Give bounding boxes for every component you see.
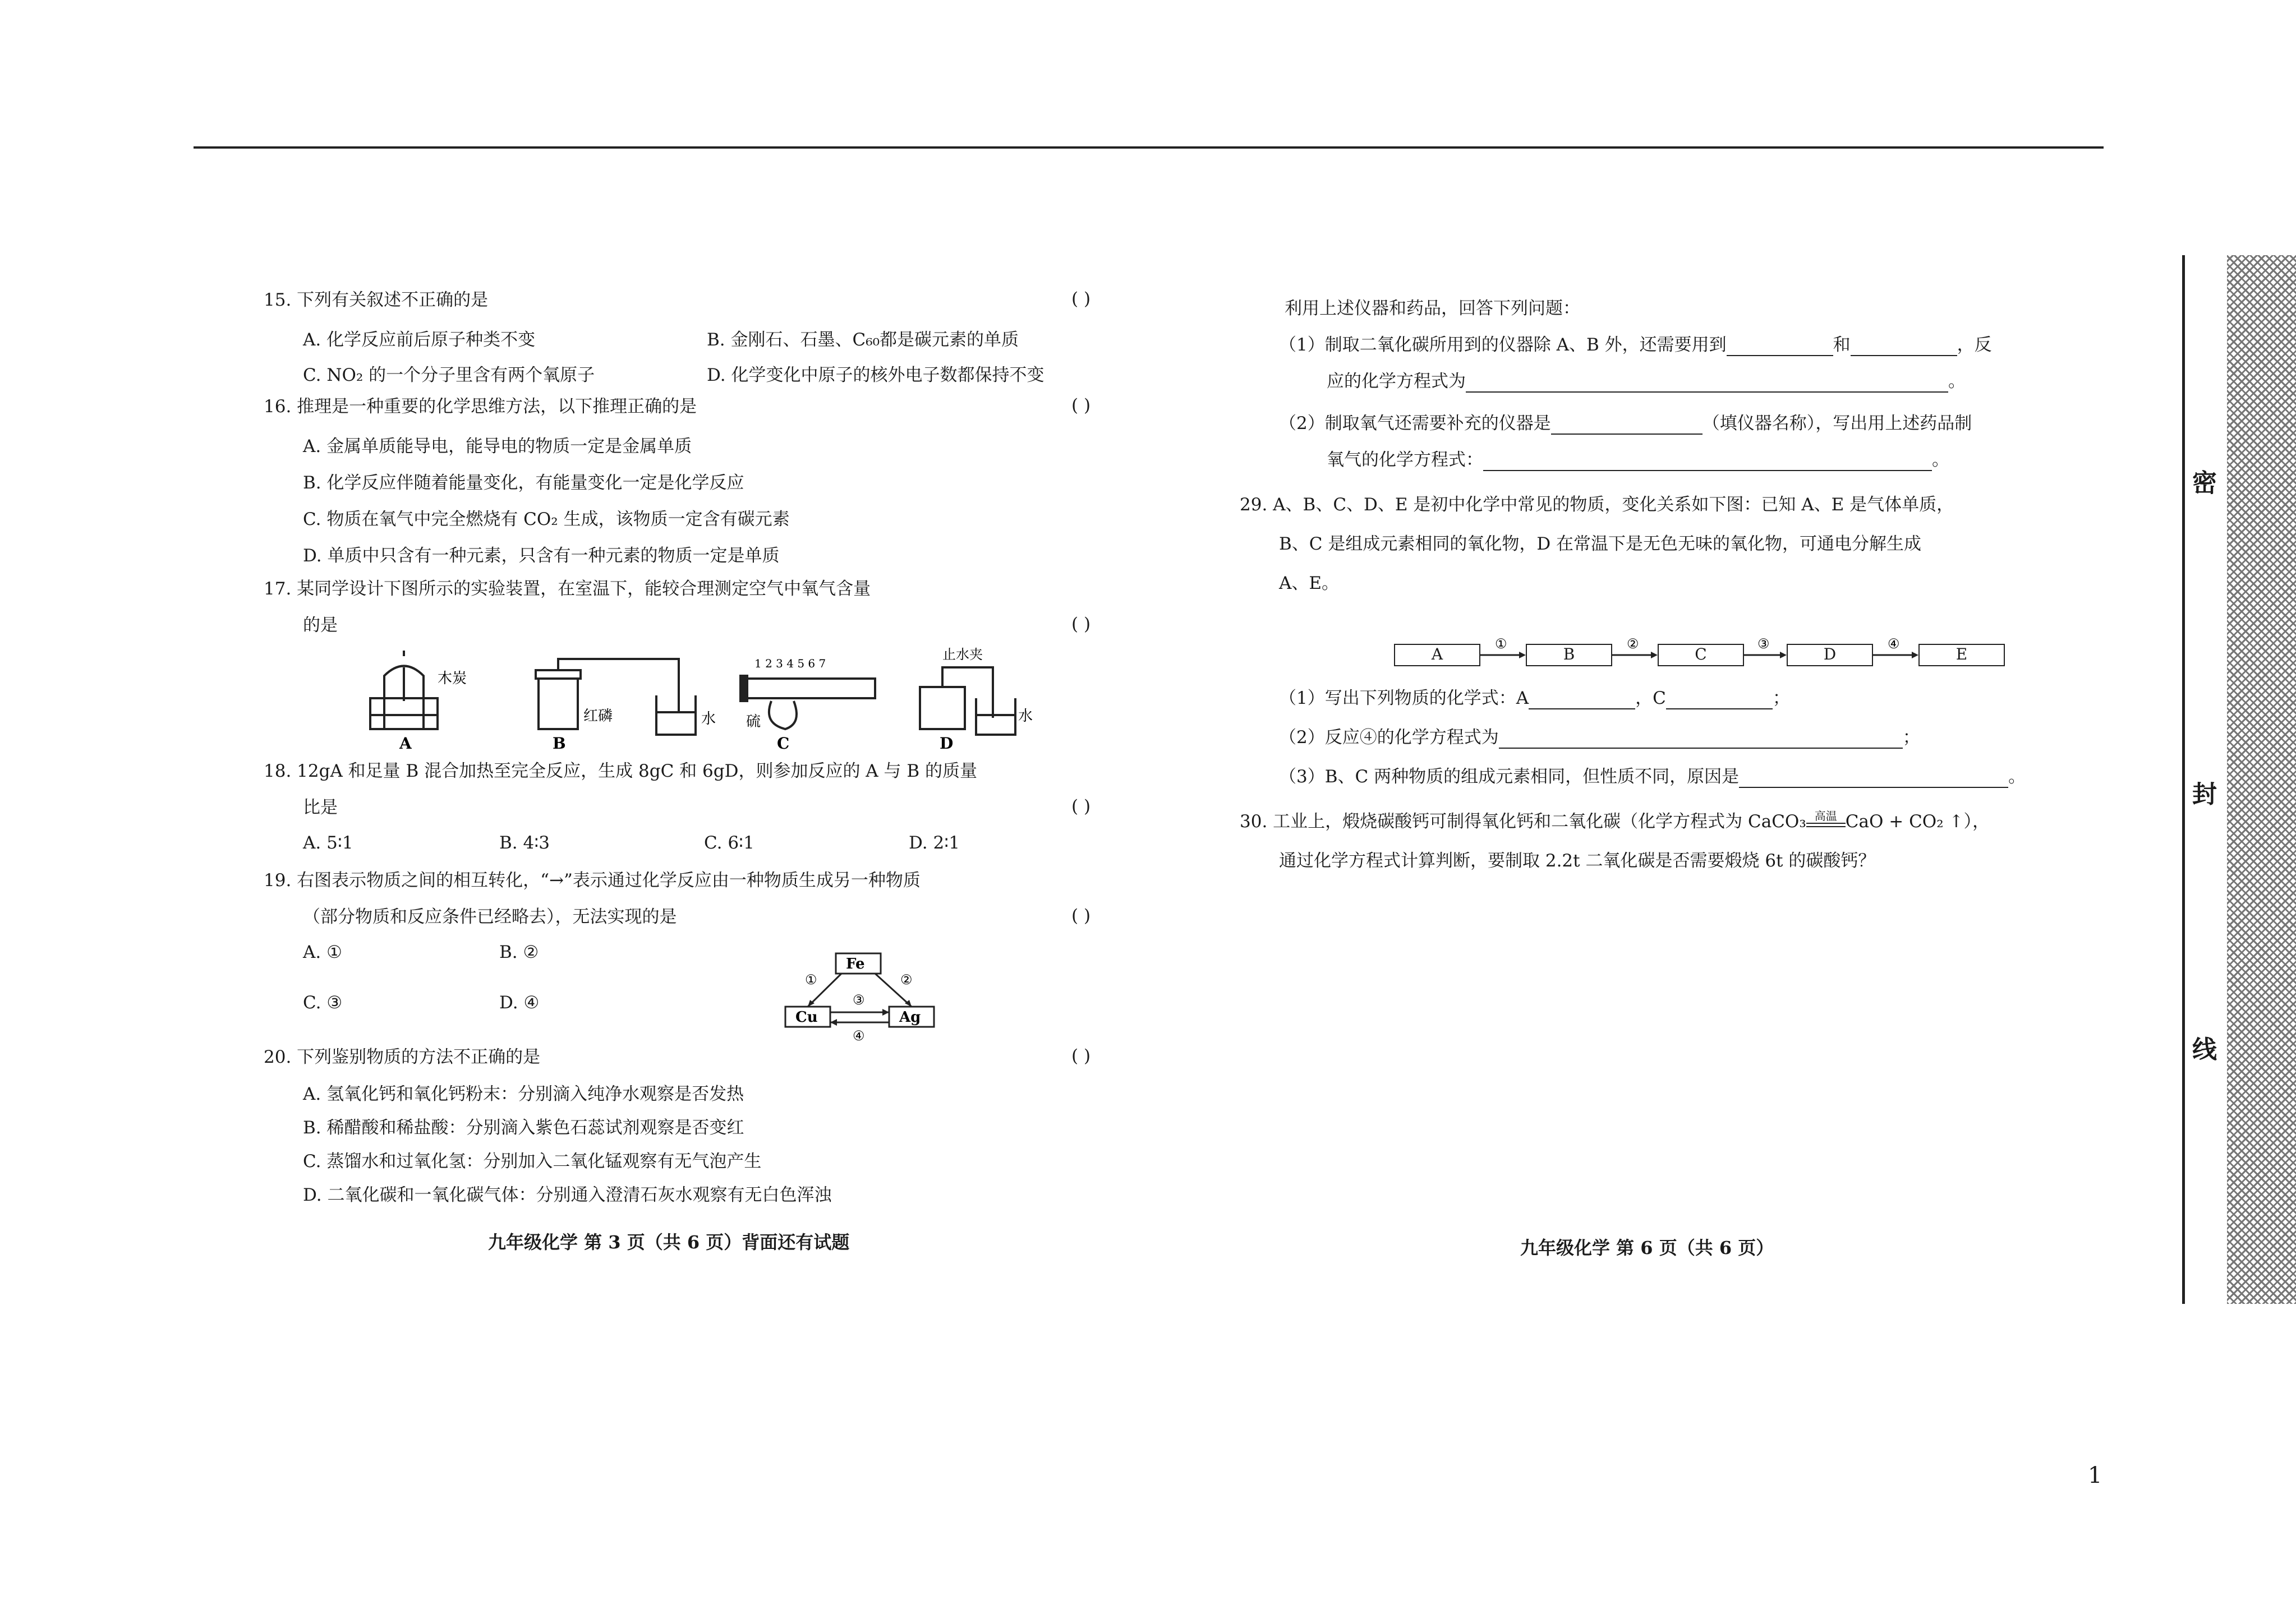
q15-option-d: D. 化学变化中原子的核外电子数都保持不变 — [707, 365, 1045, 385]
q17-stem: 17. 某同学设计下图所示的实验装置，在室温下，能较合理测定空气中氧气含量 — [264, 579, 871, 599]
q18-stem: 18. 12gA 和足量 B 混合加热至完全反应，生成 8gC 和 6gD，则参加反应的 A 与 B 的质量 — [264, 761, 978, 781]
label-water-b: 水 — [701, 711, 716, 727]
left-footer: 九年级化学 第 3 页（共 6 页）背面还有试题 — [488, 1232, 850, 1253]
q20-option-c: C. 蒸馏水和过氧化氢：分别加入二氧化锰观察有无气泡产生 — [303, 1151, 762, 1172]
q29-s1b: ，C — [1635, 688, 1666, 708]
apparatus-d — [920, 667, 1015, 735]
binding-pattern — [2227, 255, 2296, 1304]
q18-paren: ( ) — [1071, 796, 1091, 817]
q16-option-a: A. 金属单质能导电，能导电的物质一定是金属单质 — [303, 436, 692, 457]
blank-8 — [1499, 732, 1903, 749]
q28-p1b: 和 — [1833, 335, 1851, 355]
q28-part2-line2: 氧气的化学方程式： 。 — [1327, 450, 1949, 470]
q16-option-b: B. 化学反应伴随着能量变化，有能量变化一定是化学反应 — [303, 473, 744, 493]
q30-stem-1 — [1240, 810, 1990, 833]
q18-stem-2: 比是 — [303, 797, 338, 818]
q28-part1-line2: 应的化学方程式为 。 — [1327, 371, 1966, 391]
chain-box-b: B — [1526, 644, 1612, 666]
blank-2 — [1851, 339, 1957, 356]
q15-option-a: A. 化学反应前后原子种类不变 — [303, 330, 536, 350]
q19-option-a: A. ① — [303, 942, 342, 962]
q15-option-c: C. NO₂ 的一个分子里含有两个氧原子 — [303, 365, 595, 385]
q19-paren: ( ) — [1071, 906, 1091, 926]
seal-char-feng: 封 — [2192, 780, 2217, 809]
q17-apparatus-figure — [359, 645, 1049, 751]
right-footer: 九年级化学 第 6 页（共 6 页） — [1520, 1237, 1774, 1258]
chain-arrows — [1478, 634, 1927, 667]
q28-intro: 利用上述仪器和药品，回答下列问题： — [1285, 298, 1580, 319]
binding-margin — [2177, 255, 2296, 1304]
blank-6 — [1529, 693, 1635, 709]
q20-option-b: B. 稀醋酸和稀盐酸：分别滴入紫色石蕊试剂观察是否变红 — [303, 1118, 744, 1138]
q15-stem: 15. 下列有关叙述不正确的是 — [264, 290, 489, 310]
q20-paren: ( ) — [1071, 1046, 1091, 1066]
seal-char-mi: 密 — [2192, 469, 2217, 497]
q29-sub3: （3）B、C 两种物质的组成元素相同，但性质不同，原因是 。 — [1279, 767, 2026, 787]
apparatus-a — [370, 651, 438, 729]
arrow-3-label: ③ — [853, 992, 865, 1008]
q29-stem-1: 29. A、B、C、D、E 是初中化学中常见的物质，变化关系如下图：已知 A、E 是气体单质， — [1240, 495, 1954, 515]
blank-5 — [1483, 454, 1932, 471]
arrow-1-label: ① — [805, 972, 817, 988]
blank-9 — [1739, 771, 2008, 788]
chain-box-d: D — [1787, 644, 1873, 666]
q28-p2a: （2）制取氧气还需要补充的仪器是 — [1279, 413, 1551, 434]
binding-rule — [2182, 255, 2185, 1304]
chain-box-e: E — [1918, 644, 2005, 666]
q18-option-b: B. 4∶3 — [499, 833, 550, 853]
chain-box-c: C — [1658, 644, 1744, 666]
label-d: D — [940, 734, 954, 753]
q20-stem: 20. 下列鉴别物质的方法不正确的是 — [264, 1047, 541, 1067]
q17-stem-2: 的是 — [303, 615, 338, 635]
top-rule — [194, 146, 2104, 149]
q28-p2b: （填仪器名称），写出用上述药品制 — [1702, 413, 1972, 434]
label-charcoal: 木炭 — [438, 670, 467, 687]
q28-p1c: ，反 — [1957, 335, 1992, 355]
q30-a: 30. 工业上，煅烧碳酸钙可制得氧化钙和二氧化碳（化学方程式为 CaCO₃ — [1240, 811, 1806, 832]
node-fe: Fe — [846, 956, 865, 972]
q19-conversion-diagram — [780, 951, 959, 1044]
q28-p1a: （1）制取二氧化碳所用到的仪器除 A、B 外，还需要用到 — [1279, 335, 1727, 355]
q29-s2: （2）反应④的化学方程式为 — [1279, 727, 1499, 748]
q29-stem-2: B、C 是组成元素相同的氧化物，D 在常温下是无色无味的氧化物，可通电分解生成 — [1279, 534, 1922, 554]
q28-p1d: 应的化学方程式为 — [1327, 371, 1466, 391]
chain-num-4: ④ — [1888, 636, 1900, 652]
q16-option-d: D. 单质中只含有一种元素，只含有一种元素的物质一定是单质 — [303, 546, 780, 566]
q18-option-c: C. 6∶1 — [704, 833, 754, 853]
label-clamp: 止水夹 — [942, 647, 983, 662]
label-sulfur: 硫 — [746, 713, 761, 730]
q16-option-c: C. 物质在氧气中完全燃烧有 CO₂ 生成，该物质一定含有碳元素 — [303, 509, 790, 529]
q19-stem-2: （部分物质和反应条件已经略去），无法实现的是 — [303, 907, 677, 927]
page-number: 1 — [2088, 1463, 2102, 1488]
q20-option-a: A. 氢氧化钙和氧化钙粉末：分别滴入纯净水观察是否发热 — [303, 1084, 744, 1104]
q29-sub2: （2）反应④的化学方程式为 ； — [1279, 727, 1920, 748]
q28-part2-line1 — [1279, 412, 1972, 435]
blank-7 — [1666, 693, 1773, 709]
q15-option-b: B. 金刚石、石墨、C₆₀都是碳元素的单质 — [707, 330, 1019, 350]
q16-stem: 16. 推理是一种重要的化学思维方法，以下推理正确的是 — [264, 396, 697, 417]
chain-num-3: ③ — [1757, 636, 1770, 652]
q29-stem-3: A、E。 — [1279, 573, 1340, 593]
q30-b: CaO + CO₂ ↑）， — [1845, 811, 1990, 832]
q29-sub1: （1）写出下列物质的化学式：A ，C ； — [1279, 688, 1790, 708]
node-cu: Cu — [795, 1009, 818, 1026]
label-a: A — [399, 734, 412, 753]
node-ag: Ag — [899, 1009, 921, 1026]
q29-s1a: （1）写出下列物质的化学式：A — [1279, 688, 1529, 708]
q19-option-b: B. ② — [499, 942, 539, 962]
q28-p2c: 氧气的化学方程式： — [1327, 450, 1483, 470]
arrow-4-label: ④ — [853, 1028, 865, 1044]
label-red-phosphorus: 红磷 — [583, 708, 613, 725]
chain-box-a: A — [1394, 644, 1480, 666]
q29-s3: （3）B、C 两种物质的组成元素相同，但性质不同，原因是 — [1279, 767, 1740, 787]
arrow-2-label: ② — [900, 972, 913, 988]
q19-option-d: D. ④ — [499, 993, 540, 1013]
label-water-d: 水 — [1018, 708, 1033, 725]
q19-option-c: C. ③ — [303, 993, 343, 1013]
q19-stem: 19. 右图表示物质之间的相互转化，“→”表示通过化学反应由一种物质生成另一种物质 — [264, 870, 921, 891]
q18-option-d: D. 2∶1 — [909, 833, 960, 853]
seal-char-xian: 线 — [2192, 1035, 2217, 1064]
blank-3 — [1466, 376, 1948, 393]
label-scale: 1 2 3 4 5 6 7 — [754, 657, 826, 670]
apparatus-b — [536, 659, 696, 735]
q28-part1-line1 — [1279, 334, 1992, 356]
q17-paren: ( ) — [1071, 614, 1091, 634]
q30-condition — [1806, 809, 1846, 827]
label-b: B — [553, 734, 566, 753]
blank-1 — [1727, 339, 1833, 356]
blank-4 — [1551, 418, 1703, 435]
chain-num-1: ① — [1495, 636, 1507, 652]
label-c: C — [777, 734, 790, 753]
chain-num-2: ② — [1627, 636, 1639, 652]
q16-paren: ( ) — [1071, 395, 1091, 416]
q20-option-d: D. 二氧化碳和一氧化碳气体：分别通入澄清石灰水观察有无白色浑浊 — [303, 1185, 832, 1205]
q18-option-a: A. 5∶1 — [303, 833, 353, 853]
q15-paren: ( ) — [1071, 289, 1091, 309]
q30-condition-text: 高温 — [1814, 809, 1837, 823]
q30-stem-2: 通过化学方程式计算判断，要制取 2.2t 二氧化碳是否需要煅烧 6t 的碳酸钙？ — [1279, 851, 1876, 871]
